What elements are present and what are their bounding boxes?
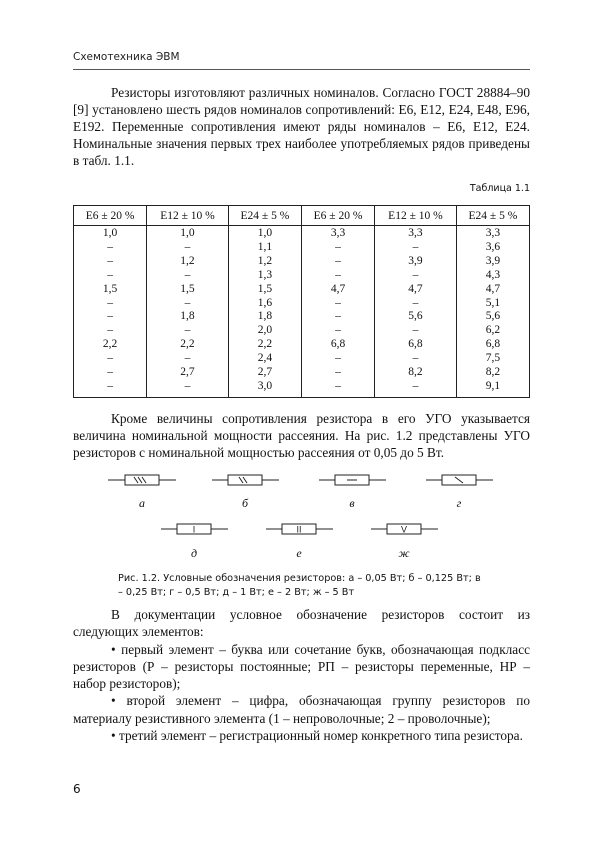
table-cell: – (335, 268, 341, 281)
header-divider (73, 69, 530, 70)
table-cell: – (107, 310, 113, 323)
table-cell: – (184, 352, 191, 365)
table-cell: 2,7 (180, 366, 195, 379)
resistor-mark-zh: V (400, 524, 408, 535)
table-cell: – (335, 352, 341, 365)
resistor-symbol-b (212, 475, 279, 485)
table-cell: – (335, 366, 341, 379)
table-cell: – (184, 268, 191, 281)
table-cell: 1,6 (257, 296, 273, 309)
table-cell: 4,7 (408, 282, 423, 295)
table-cell: 6,2 (485, 324, 501, 337)
table-cell: 5,1 (485, 296, 501, 309)
table-cell: – (184, 296, 191, 309)
bullet-glyph: • (111, 693, 116, 709)
bullet-item (73, 727, 530, 744)
column-header: E12 ± 10 % (375, 206, 457, 226)
table-cell: 3,3 (485, 227, 501, 239)
table-cell: 1,5 (102, 282, 118, 295)
table-column-cell (74, 226, 147, 398)
table-cell: 7,5 (485, 352, 501, 365)
table-cell: 2,2 (257, 338, 273, 351)
figure-caption: Рис. 1.2. Условные обозначения резисторов: а – 0,05 Вт; б – 0,125 Вт; в – 0,25 Вт; г – 0,5 Вт; д – 1 Вт; е – 2 Вт; ж – 5 Вт (118, 573, 481, 598)
table-cell: – (184, 324, 191, 337)
bullet-glyph: • (111, 728, 116, 744)
table-cell: 1,3 (257, 268, 273, 281)
table-column-cell (301, 226, 374, 398)
table-cell: 3,9 (408, 254, 423, 267)
page-number: 6 (73, 782, 81, 796)
table-column-cell (147, 226, 229, 398)
power-paragraph (73, 410, 530, 461)
table-cell: 1,8 (180, 310, 195, 323)
table-cell: – (184, 240, 191, 253)
running-header: Схемотехника ЭВМ (73, 51, 180, 63)
table-cell: – (335, 296, 341, 309)
symbol-label-g: г (456, 496, 462, 510)
intro-text: Резисторы изготовляют различных номиналов. Согласно ГОСТ 28884–90 [9] установлено шесть рядов номиналов сопротивлений: Е6, Е12, Е24, Е48, Е96, Е192. Переменные сопротивления имеют ряды номиналов – Е6, Е12, Е24. Номинальные значения первых трех наиболее употребляемых рядов приведены в табл. 1.1. (73, 85, 530, 168)
table-cell: 6,8 (485, 338, 501, 351)
table-cell: 3,9 (485, 254, 501, 267)
table-cell: 6,8 (408, 338, 423, 351)
table-cell: 2,4 (257, 352, 273, 365)
table-column-cell (375, 226, 457, 398)
symbol-label-zh: ж (398, 546, 410, 560)
symbol-label-a: а (139, 496, 145, 510)
column-header: E12 ± 10 % (147, 206, 229, 226)
table-cell: 1,2 (180, 254, 195, 267)
designation-intro: В документации условное обозначение резисторов состоит из следующих элементов: (73, 607, 530, 640)
table-cell: 2,7 (257, 366, 273, 379)
table-cell: 1,5 (180, 282, 195, 295)
table-cell: – (412, 240, 419, 253)
table-cell: 1,0 (180, 227, 195, 239)
resistor-symbol-g (426, 475, 493, 485)
table-cell: 2,0 (257, 324, 273, 337)
symbol-label-v: в (349, 496, 355, 510)
table-cell: 9,1 (485, 379, 501, 392)
bullet-text: третий элемент – регистрационный номер конкретного типа резистора. (118, 728, 523, 744)
table-cell: 3,3 (330, 227, 346, 239)
table-cell: 2,2 (102, 338, 118, 351)
table-cell: 2,2 (180, 338, 195, 351)
table-caption: Таблица 1.1 (469, 183, 530, 194)
designation-section (73, 606, 530, 744)
table-cell: 8,2 (485, 366, 501, 379)
bullet-text: второй элемент – цифра, обозначающая группу резисторов по материалу резистивного элемента (1 – непроволочные; 2 – проволочные); (73, 693, 530, 726)
bullet-item (73, 692, 530, 727)
bullet-item (73, 641, 530, 693)
table-cell: 1,5 (257, 282, 273, 295)
table-cell: 3,3 (408, 227, 423, 239)
table-cell: 1,0 (102, 227, 118, 239)
table-cell: – (107, 352, 113, 365)
table-body-row (74, 226, 530, 398)
table-cell: 3,0 (257, 379, 273, 392)
table-cell: – (335, 310, 341, 323)
table-column-cell (456, 226, 529, 398)
table-cell: – (107, 254, 113, 267)
resistor-ratings-table (73, 205, 530, 398)
table-cell: 6,8 (330, 338, 346, 351)
table-cell: – (335, 240, 341, 253)
table-cell: – (412, 379, 419, 392)
table-cell: 4,7 (330, 282, 346, 295)
table-cell: – (335, 379, 341, 392)
resistor-mark-d: I (192, 524, 196, 535)
table-cell: 1,0 (257, 227, 273, 239)
resistor-symbol-v (319, 475, 386, 485)
symbol-label-e: е (296, 546, 302, 560)
symbol-label-b: б (241, 496, 249, 510)
table-cell: – (412, 324, 419, 337)
power-text: Кроме величины сопротивления резистора в его УГО указывается величина номинальной мощности рассеяния. На рис. 1.2 представлены УГО резисторов с номинальной мощностью рассеяния от 0,05 до 5 Вт. (73, 411, 530, 460)
table-cell: – (107, 366, 113, 379)
table-cell: – (184, 379, 191, 392)
column-header: E6 ± 20 % (301, 206, 374, 226)
table-cell: 1,8 (257, 310, 273, 323)
table-cell: – (335, 324, 341, 337)
bullet-text: первый элемент – буква или сочетание букв, обозначающая подкласс резисторов (Р – резисторы постоянные; РП – резисторы переменные, НР – набор резисторов); (73, 641, 530, 692)
intro-paragraph (73, 84, 530, 169)
bullet-glyph: • (111, 641, 116, 657)
table-cell: – (107, 268, 113, 281)
resistor-symbols-figure (73, 465, 530, 577)
resistor-mark-e: II (296, 524, 302, 535)
resistor-symbol-a (108, 475, 176, 485)
table-cell: 4,3 (485, 268, 501, 281)
table-cell: 3,6 (485, 240, 501, 253)
column-header: E24 ± 5 % (228, 206, 301, 226)
table-cell: 4,7 (485, 282, 501, 295)
table-cell: 8,2 (408, 366, 423, 379)
table-cell: – (107, 324, 113, 337)
table-cell: – (107, 240, 113, 253)
table-cell: – (107, 296, 113, 309)
symbol-label-d: д (190, 546, 198, 560)
column-header: E6 ± 20 % (74, 206, 147, 226)
table-cell: – (335, 254, 341, 267)
table-header-row (74, 206, 530, 226)
table-cell: 5,6 (485, 310, 501, 323)
table-column-cell (228, 226, 301, 398)
table-cell: – (412, 296, 419, 309)
table-cell: – (107, 379, 113, 392)
column-header: E24 ± 5 % (456, 206, 529, 226)
table-cell: 1,2 (257, 254, 273, 267)
table-cell: – (412, 352, 419, 365)
table-cell: 5,6 (408, 310, 423, 323)
table-cell: 1,1 (257, 240, 273, 253)
table-cell: – (412, 268, 419, 281)
